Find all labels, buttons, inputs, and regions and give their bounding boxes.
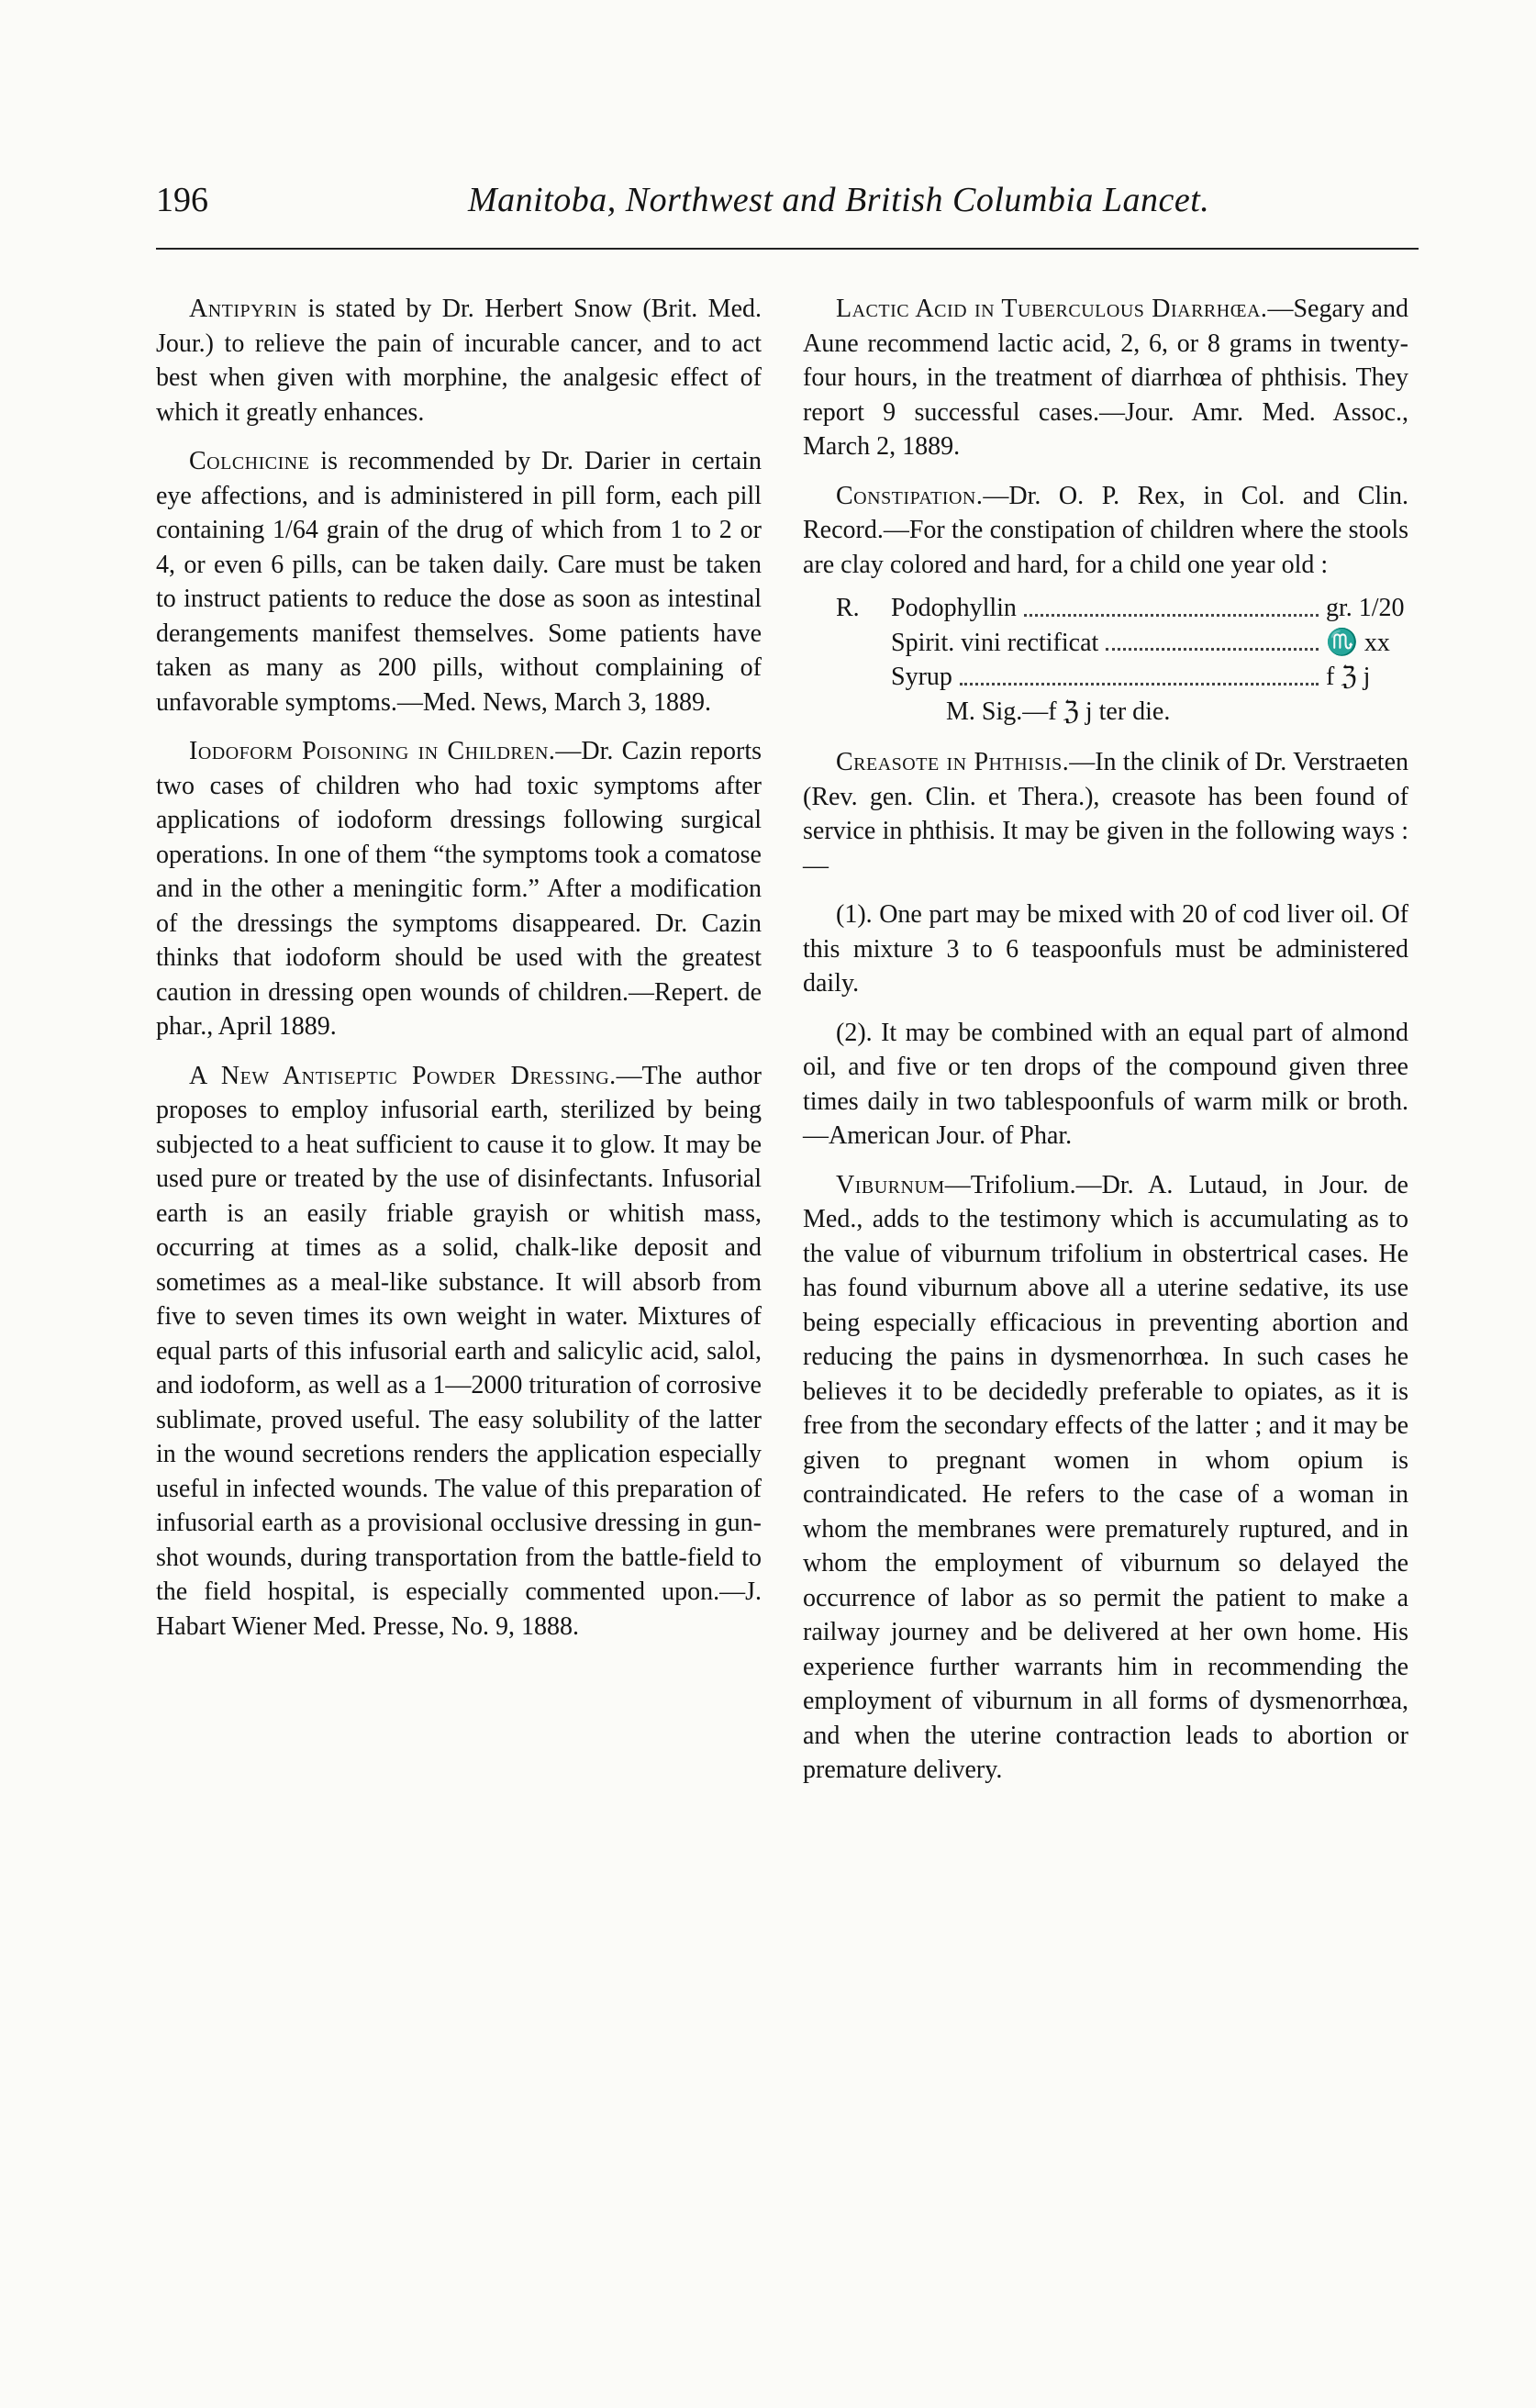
article-antipyrin	[156, 292, 762, 429]
ingredient-name: Podophyllin	[891, 594, 1017, 622]
article-colchicine	[156, 444, 762, 719]
article-creasote	[803, 745, 1408, 883]
page-number: 196	[156, 181, 208, 219]
article-heading: Antipyrin	[189, 295, 298, 323]
article-iodoform	[156, 734, 762, 1044]
article-heading: Colchicine	[189, 447, 310, 475]
journal-title: Manitoba, Northwest and British Columbia Lancet.	[468, 181, 1210, 219]
leader-dots	[1106, 626, 1319, 652]
article-text: —Trifolium.—Dr. A. Lutaud, in Jour. de Med., adds to the testimony which is accumulating as to the value of viburnum trifolium in obstertrical cases. He has found viburnum above all a uterine sedative, its use being especially efficacious in preventing abortion and reducing the pains in dysmenorrhœa. In such cases he believes it to be decidedly preferable to opiates, as it is free from the secondary effects of the latter ; and it may be given to pregnant women in whom opium is contraindicated. He refers to the case of a woman in whom the membranes were prematurely ruptured, and in whom the employment of viburnum so delayed the occurrence of labor as so permit the patient to make a railway journey and be delivered at her own home. His experience further warrants him in recommending the employment of viburnum in all forms of dysmenorrhœa, and when the uterine contraction leads to abortion or premature delivery.	[803, 1170, 1408, 1784]
recipe-symbol	[836, 660, 891, 695]
article-text: —In the clinik of Dr. Verstraeten (Rev. gen. Clin. et Thera.), creasote has been found of service in phthisis. It may be given in the following ways :—	[803, 748, 1408, 880]
article-heading: Lactic Acid in Tuberculous Diarrhœa.	[836, 295, 1268, 323]
ingredient	[891, 591, 1408, 626]
creasote-method-2: (2). It may be combined with an equal part of almond oil, and five or ten drops of the compound given three times daily in two tablespoonfuls of warm milk or broth.—American Jour. of Phar.	[803, 1018, 1408, 1150]
prescription-line	[836, 626, 1408, 661]
creasote-method-1: (1). One part may be mixed with 20 of cod liver oil. Of this mixture 3 to 6 teaspoonfuls must be administered daily.	[803, 900, 1408, 998]
header-rule	[156, 248, 1419, 250]
left-column	[156, 292, 762, 1658]
article-lactic-acid	[803, 292, 1408, 464]
article-heading: Creasote in Phthisis.	[836, 748, 1070, 776]
article-heading: Constipation.	[836, 481, 984, 510]
ingredient-name: Syrup	[891, 663, 952, 691]
prescription	[836, 591, 1408, 729]
ingredient-name: Spirit. vini rectificat	[891, 628, 1099, 657]
recipe-symbol	[836, 626, 891, 661]
article-text: —The author proposes to employ infusorial earth, sterilized by being subjected to a heat sufficient to cause it to glow. It may be used pure or treated by the use of disinfectants. Infusorial earth is an easily friable grayish or whitish mass, occurring at times as a solid, chalk-like deposit and sometimes as a meal-like substance. It will absorb from five to seven times its own weight in water. Mixtures of equal parts of this infusorial earth and salicylic acid, salol, and iodoform, as well as a 1—2000 trituration of corrosive sublimate, proved useful. The easy solubility of the latter in the wound secretions renders the application especially useful in infected wounds. The value of this preparation of infusorial earth as a provisional occlusive dressing in gun-shot wounds, during transportation from the battle-field to the field hospital, is especially commented upon.—J. Habart Wiener Med. Presse, No. 9, 1888.	[156, 1061, 762, 1641]
leader-dots	[1024, 591, 1319, 617]
article-text: is stated by Dr. Herbert Snow (Brit. Med. Jour.) to relieve the pain of incurable cancer, and to act best when given with morphine, the analgesic effect of which it greatly enhances.	[156, 295, 762, 427]
article-text: —Segary and Aune recommend lactic acid, 2, 6, or 8 grams in twenty-four hours, in the treatment of diarrhœa of phthisis. They report 9 successful cases.—Jour. Amr. Med. Assoc., March 2, 1889.	[803, 295, 1408, 461]
ingredient-dose: gr. 1/20	[1326, 594, 1405, 622]
ingredient-dose: f ℨ j	[1326, 663, 1371, 691]
article-antiseptic	[156, 1059, 762, 1644]
article-constipation	[803, 479, 1408, 583]
ingredient-dose: ♏ xx	[1326, 628, 1390, 657]
prescription-signature: M. Sig.—f ℨ j ter die.	[946, 697, 1171, 726]
article-heading: Iodoform Poisoning in Children.	[189, 737, 556, 765]
right-column	[803, 292, 1408, 1802]
ingredient	[891, 626, 1408, 661]
ingredient	[891, 660, 1408, 695]
article-text: is recommended by Dr. Darier in certain eye affections, and is administered in pill form, each pill containing 1/64 grain of the drug of which from 1 to 2 or 4, or even 6 pills, can be taken daily. Care must be taken to instruct patients to reduce the dose as soon as intestinal derangements manifest themselves. Some patients have taken as many as 200 pills, without complaining of unfavorable symptoms.—Med. News, March 3, 1889.	[156, 447, 762, 717]
running-header	[156, 180, 1419, 235]
prescription-line	[836, 660, 1408, 695]
leader-dots	[960, 660, 1319, 686]
article-heading: Viburnum	[836, 1170, 945, 1199]
article-text: —Dr. O. P. Rex, in Col. and Clin. Record.—For the constipation of children where the stools are clay colored and hard, for a child one year old :	[803, 481, 1408, 579]
article-heading: A New Antiseptic Powder Dressing.	[189, 1061, 617, 1090]
article-text: —Dr. Cazin reports two cases of children who had toxic symptoms after applications of iodoform dressings following surgical operations. In one of them “the symptoms took a comatose and in the other a meningitic form.” After a modification of the dressings the symptoms disappeared. Dr. Cazin thinks that iodoform should be used with the greatest caution in dressing open wounds of children.—Repert. de phar., April 1889.	[156, 737, 762, 1041]
article-viburnum	[803, 1168, 1408, 1788]
recipe-symbol: R.	[836, 594, 860, 622]
prescription-line	[836, 591, 1408, 626]
